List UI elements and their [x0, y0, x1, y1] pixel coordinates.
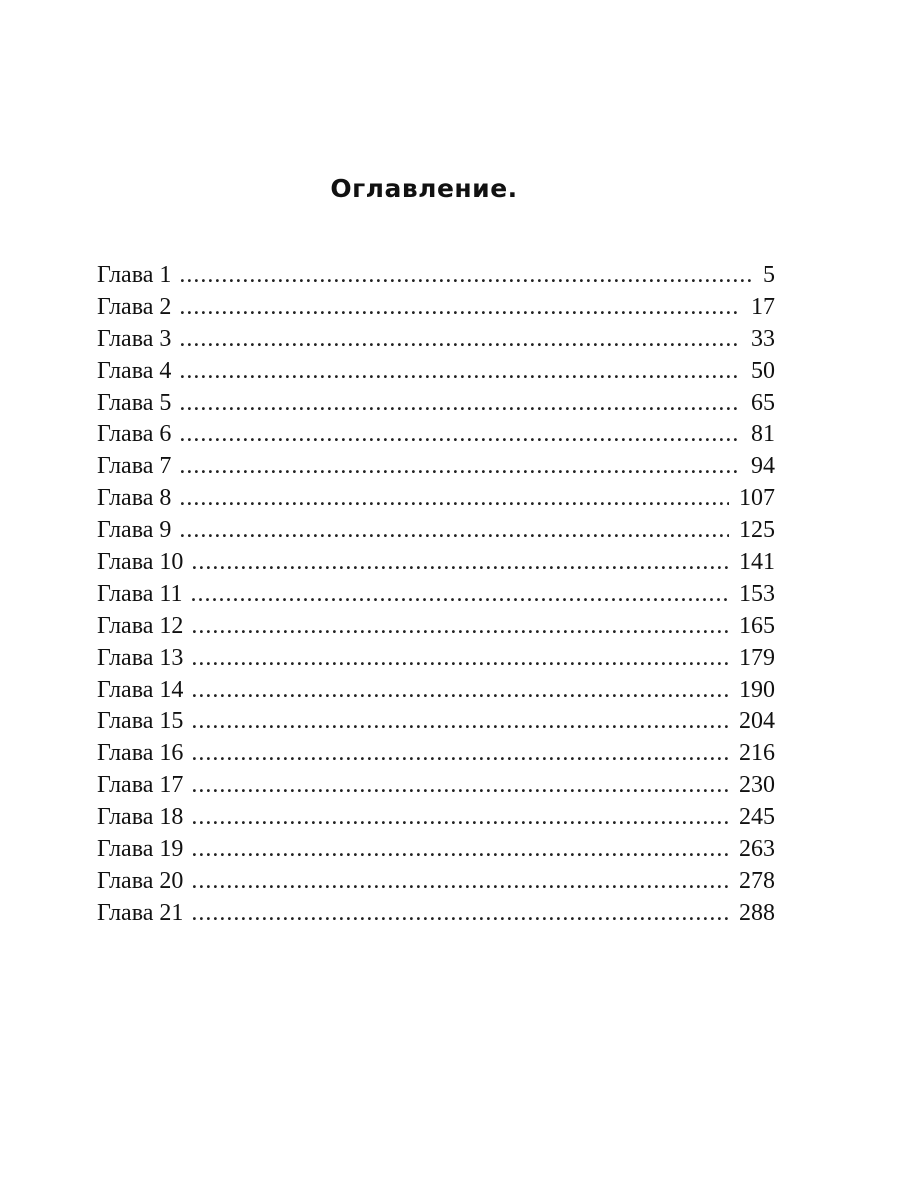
toc-entry-page-number: 94	[751, 453, 775, 480]
dot-leader	[179, 388, 741, 420]
toc-entry-label: Глава 14	[97, 676, 184, 703]
toc-entry-page-number: 278	[739, 867, 775, 894]
toc-entry	[97, 515, 775, 547]
toc-entry-page-number: 17	[751, 293, 775, 320]
toc-entry	[97, 547, 775, 579]
toc-entry-label: Глава 10	[97, 549, 184, 576]
toc-entry-page-number: 141	[739, 549, 775, 576]
toc-entry	[97, 324, 775, 356]
dot-leader	[179, 356, 741, 388]
toc-entry-page-number: 288	[739, 899, 775, 926]
toc-entry-page-number: 245	[739, 804, 775, 831]
toc-entry-label: Глава 20	[97, 867, 184, 894]
toc-entry	[97, 483, 775, 515]
toc-entry	[97, 451, 775, 483]
toc-entry-label: Глава 4	[97, 357, 172, 384]
dot-leader	[191, 834, 729, 866]
dot-leader	[179, 451, 741, 483]
toc-entry	[97, 866, 775, 898]
dot-leader	[179, 515, 729, 547]
toc-entry-label: Глава 9	[97, 517, 172, 544]
dot-leader	[179, 260, 753, 292]
toc-entry-page-number: 230	[739, 772, 775, 799]
toc-entry-label: Глава 15	[97, 708, 184, 735]
toc-entry	[97, 706, 775, 738]
page-title: Оглавление.	[330, 174, 518, 203]
toc-entry-label: Глава 13	[97, 644, 184, 671]
toc-entry-page-number: 165	[739, 612, 775, 639]
toc-entry-label: Глава 1	[97, 262, 172, 288]
toc-entry-label: Глава 8	[97, 485, 172, 512]
toc-entry-label: Глава 7	[97, 453, 172, 480]
toc-entry-label: Глава 19	[97, 836, 184, 863]
toc-entry-page-number: 263	[739, 836, 775, 863]
toc-entry-page-number: 204	[739, 708, 775, 735]
dot-leader	[191, 738, 729, 770]
toc-entry-page-number: 107	[739, 485, 775, 512]
dot-leader	[191, 675, 729, 707]
toc-entry-page-number: 5	[763, 262, 775, 288]
toc-entry-page-number: 33	[751, 325, 775, 352]
toc-entry-label: Глава 18	[97, 804, 184, 831]
toc-entry	[97, 419, 775, 451]
dot-leader	[191, 706, 729, 738]
dot-leader	[179, 419, 741, 451]
toc-entry	[97, 770, 775, 802]
toc-entry-label: Глава 2	[97, 293, 172, 320]
toc-entry-page-number: 81	[751, 421, 775, 448]
dot-leader	[191, 866, 729, 898]
toc-entry	[97, 643, 775, 675]
toc-entry-label: Глава 16	[97, 740, 184, 767]
toc-entry	[97, 675, 775, 707]
dot-leader	[179, 483, 729, 515]
toc-entry	[97, 292, 775, 324]
toc-entry-page-number: 65	[751, 389, 775, 416]
toc-entry-label: Глава 6	[97, 421, 172, 448]
toc-entry-page-number: 153	[739, 580, 775, 607]
toc-entry	[97, 579, 775, 611]
toc-entry-label: Глава 21	[97, 899, 184, 926]
dot-leader	[191, 611, 729, 643]
toc-entry-label: Глава 11	[97, 580, 183, 607]
toc-entry-page-number: 50	[751, 357, 775, 384]
dot-leader	[179, 292, 741, 324]
toc-entry	[97, 388, 775, 420]
dot-leader	[191, 770, 729, 802]
dot-leader	[190, 579, 729, 611]
dot-leader	[179, 324, 741, 356]
toc-entry-label: Глава 12	[97, 612, 184, 639]
toc-entry	[97, 898, 775, 930]
toc-entry	[97, 738, 775, 770]
dot-leader	[191, 802, 729, 834]
toc-entry	[97, 611, 775, 643]
table-of-contents	[97, 260, 775, 930]
toc-entry	[97, 834, 775, 866]
toc-entry-label: Глава 5	[97, 389, 172, 416]
toc-entry-page-number: 125	[739, 517, 775, 544]
toc-entry-label: Глава 17	[97, 772, 184, 799]
dot-leader	[191, 898, 729, 930]
toc-entry-page-number: 190	[739, 676, 775, 703]
toc-entry	[97, 260, 775, 292]
toc-entry-page-number: 216	[739, 740, 775, 767]
toc-entry-label: Глава 3	[97, 325, 172, 352]
dot-leader	[191, 643, 729, 675]
toc-entry	[97, 802, 775, 834]
toc-entry	[97, 356, 775, 388]
toc-entry-page-number: 179	[739, 644, 775, 671]
dot-leader	[191, 547, 729, 579]
